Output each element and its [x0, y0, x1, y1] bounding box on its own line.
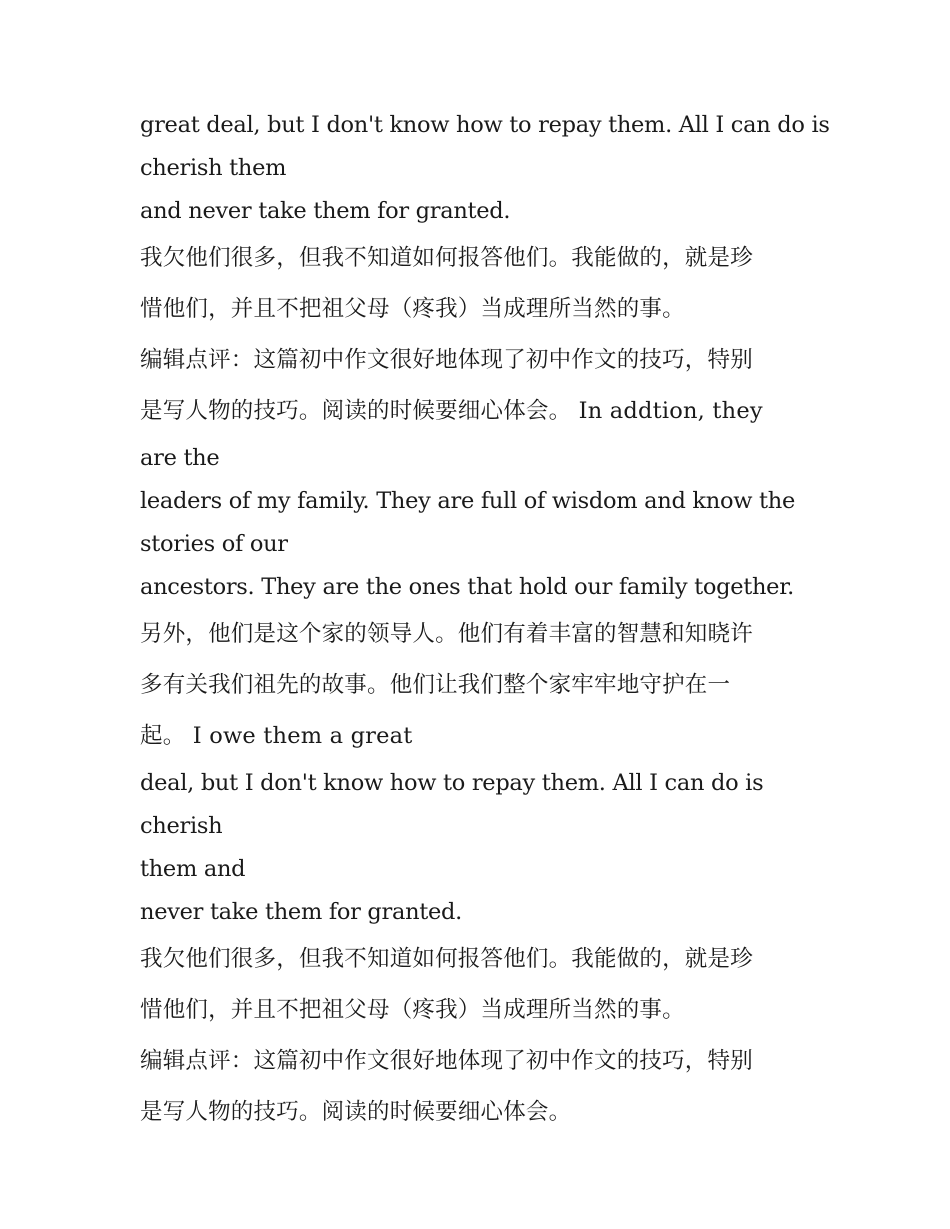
text-line: 编辑点评：这篇初中作文很好地体现了初中作文的技巧，特别 — [140, 347, 753, 373]
text-line: 我欠他们很多，但我不知道如何报答他们。我能做的，就是珍 — [140, 946, 753, 972]
text-line: and never take them for granted. — [140, 198, 511, 224]
text-line: deal, but I don't know how to repay them. All I can do is cherish — [140, 770, 764, 839]
text-line: stories of our — [140, 531, 288, 557]
document-body — [140, 104, 830, 1138]
text-line: 我欠他们很多，但我不知道如何报答他们。我能做的，就是珍 — [140, 245, 753, 271]
text-line: them and — [140, 856, 246, 882]
text-line: 另外，他们是这个家的领导人。他们有着丰富的智慧和知晓许 — [140, 621, 753, 647]
text-line: leaders of my family. They are full of wisdom and know the — [140, 488, 795, 514]
text-line: ancestors. They are the ones that hold our family together. — [140, 574, 795, 600]
text-line: 起。 I owe them a great — [140, 723, 413, 749]
text-line: 编辑点评：这篇初中作文很好地体现了初中作文的技巧，特别 — [140, 1048, 753, 1074]
text-line: 多有关我们祖先的故事。他们让我们整个家牢牢地守护在一 — [140, 672, 731, 698]
text-line: great deal, but I don't know how to repay them. All I can do is — [140, 112, 830, 138]
text-line: never take them for granted. — [140, 899, 462, 925]
text-line: 是写人物的技巧。阅读的时候要细心体会。 In addtion, they — [140, 398, 763, 424]
text-line: cherish them — [140, 155, 287, 181]
text-line: 惜他们，并且不把祖父母（疼我）当成理所当然的事。 — [140, 296, 685, 322]
text-line: 是写人物的技巧。阅读的时候要细心体会。 — [140, 1099, 572, 1125]
text-line: 惜他们，并且不把祖父母（疼我）当成理所当然的事。 — [140, 997, 685, 1023]
text-line: are the — [140, 445, 220, 471]
